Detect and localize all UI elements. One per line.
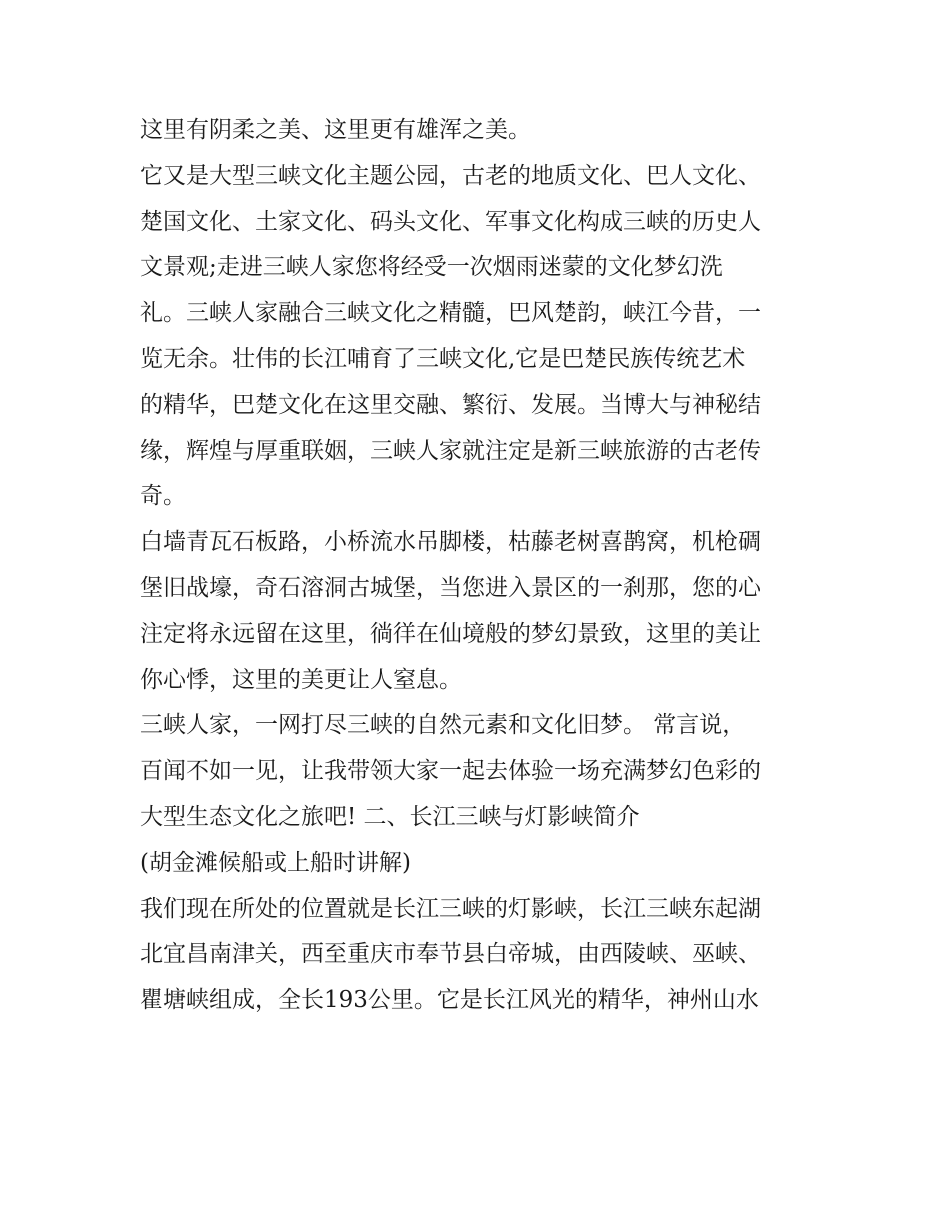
text-line: 文景观;走进三峡人家您将经受一次烟雨迷蒙的文化梦幻洗 xyxy=(140,254,723,281)
text-line: 它又是大型三峡文化主题公园，古老的地质文化、巴人文化、 xyxy=(140,162,761,189)
text-line: 缘，辉煌与厚重联姻，三峡人家就注定是新三峡旅游的古老传 xyxy=(140,437,761,464)
text-line: 我们现在所处的位置就是长江三峡的灯影峡，长江三峡东起湖 xyxy=(140,895,761,922)
text-line: 礼。三峡人家融合三峡文化之精髓，巴风楚韵，峡江今昔，一 xyxy=(140,300,761,327)
text-line: 大型生态文化之旅吧! 二、长江三峡与灯影峡简介 xyxy=(140,803,640,830)
text-line: 白墙青瓦石板路，小桥流水吊脚楼，枯藤老树喜鹊窝，机枪碉 xyxy=(140,529,761,556)
text-line: 堡旧战壕，奇石溶洞古城堡，当您进入景区的一刹那，您的心 xyxy=(140,574,761,601)
text-line: 奇。 xyxy=(140,483,186,510)
text-line: 的精华，巴楚文化在这里交融、繁衍、发展。当博大与神秘结 xyxy=(140,391,761,418)
text-line: 你心悸，这里的美更让人窒息。 xyxy=(140,666,462,693)
text-line: 北宜昌南津关，西至重庆市奉节县白帝城，由西陵峡、巫峡、 xyxy=(140,941,761,968)
text-line: 三峡人家，一网打尽三峡的自然元素和文化旧梦。 常言说， xyxy=(140,712,746,739)
text-line: 览无余。壮伟的长江哺育了三峡文化,它是巴楚民族传统艺术 xyxy=(140,345,746,372)
text-line: 瞿塘峡组成，全长193公里。它是长江风光的精华，神州山水 xyxy=(140,987,759,1014)
text-line: 注定将永远留在这里，徜徉在仙境般的梦幻景致，这里的美让 xyxy=(140,620,761,647)
text-line: (胡金滩候船或上船时讲解) xyxy=(140,849,411,876)
text-line: 楚国文化、土家文化、码头文化、军事文化构成三峡的历史人 xyxy=(140,208,761,235)
text-line: 这里有阴柔之美、这里更有雄浑之美。 xyxy=(140,117,531,143)
text-line: 百闻不如一见，让我带领大家一起去体验一场充满梦幻色彩的 xyxy=(140,758,761,785)
document-body xyxy=(140,108,820,1024)
